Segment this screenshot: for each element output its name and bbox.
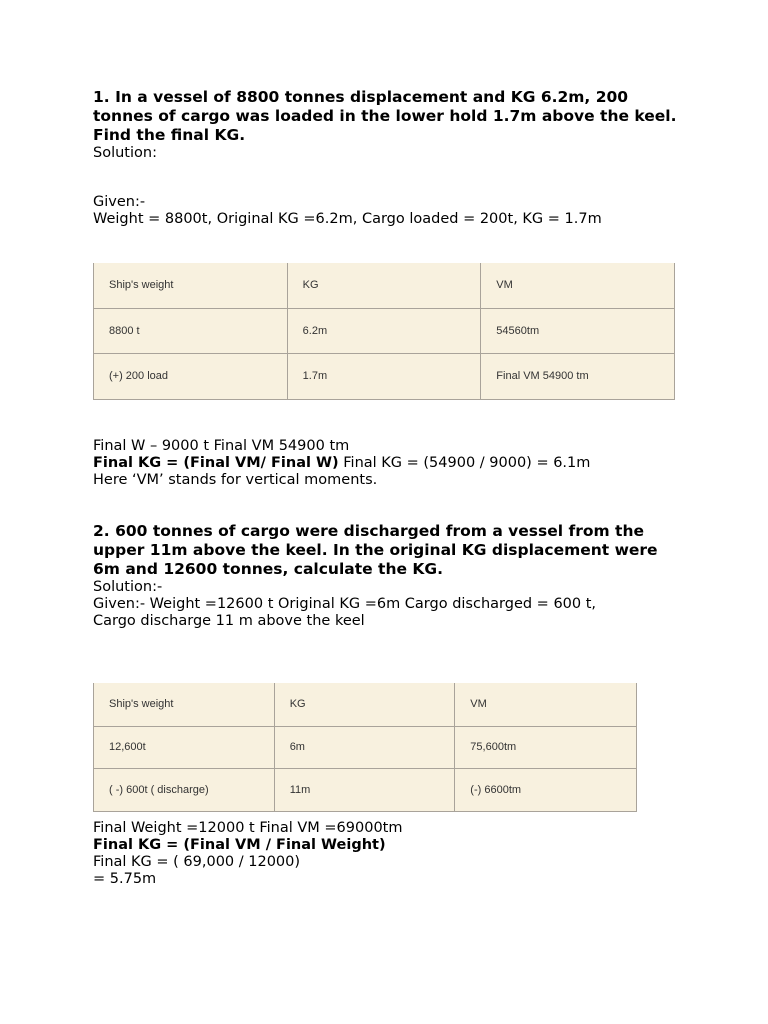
question-1-block (93, 88, 683, 162)
table-row (94, 726, 637, 768)
question-2-block (93, 522, 683, 630)
q1-given-block (93, 194, 693, 228)
q1-note: Here ‘VM’ stands for vertical moments. (93, 472, 378, 488)
table-cell: 11m (274, 768, 455, 811)
question-2-text: 2. 600 tonnes of cargo were discharged from a vessel from the upper 11m above the keel. In the original KG displacement were 6m and 12600 tonnes, calculate the KG. (93, 522, 658, 578)
q1-formula-bold: Final KG = (Final VM/ Final W) (93, 455, 339, 471)
table-cell: KG (287, 263, 481, 308)
table-row (94, 353, 675, 399)
table-cell: Final VM 54900 tm (481, 353, 675, 399)
table-cell: 75,600tm (455, 726, 637, 768)
q1-final-w: Final W – 9000 t Final VM 54900 tm (93, 438, 350, 454)
table-cell: 6.2m (287, 308, 481, 353)
question-1-text: 1. In a vessel of 8800 tonnes displacement and KG 6.2m, 200 tonnes of cargo was loaded in the lower hold 1.7m above the keel. Find the final KG. (93, 88, 677, 144)
q2-given-line2: Cargo discharge 11 m above the keel (93, 613, 365, 629)
q1-result-block (93, 438, 713, 489)
q1-formula-line (93, 455, 713, 472)
table-cell: (-) 6600tm (455, 768, 637, 811)
q2-final-weight: Final Weight =12000 t Final VM =69000tm (93, 820, 403, 836)
q1-given-text: Weight = 8800t, Original KG =6.2m, Cargo loaded = 200t, KG = 1.7m (93, 211, 602, 227)
q2-formula-bold: Final KG = (Final VM / Final Weight) (93, 837, 386, 853)
q2-solution-label: Solution:- (93, 579, 163, 595)
table-cell: 1.7m (287, 353, 481, 399)
table-cell: ( -) 600t ( discharge) (94, 768, 275, 811)
q1-table (93, 263, 675, 400)
q2-calc: Final KG = ( 69,000 / 12000) (93, 854, 301, 870)
table-cell: Ship's weight (94, 683, 275, 726)
table-cell: Ship's weight (94, 263, 288, 308)
table-row (94, 263, 675, 308)
table-cell: KG (274, 683, 455, 726)
table-row (94, 308, 675, 353)
table-cell: 8800 t (94, 308, 288, 353)
table-cell: VM (455, 683, 637, 726)
table-cell: (+) 200 load (94, 353, 288, 399)
q2-table (93, 683, 637, 812)
q1-formula-rest: Final KG = (54900 / 9000) = 6.1m (338, 455, 591, 471)
table-cell: 12,600t (94, 726, 275, 768)
q1-given-label: Given:- (93, 194, 146, 210)
table-row (94, 683, 637, 726)
q2-result-block (93, 820, 693, 888)
table-cell: 54560tm (481, 308, 675, 353)
table-cell: 6m (274, 726, 455, 768)
table-row (94, 768, 637, 811)
q1-solution-label: Solution: (93, 145, 157, 161)
q2-given-line1: Given:- Weight =12600 t Original KG =6m Cargo discharged = 600 t, (93, 596, 597, 612)
table-cell: VM (481, 263, 675, 308)
q2-result: = 5.75m (93, 871, 157, 887)
